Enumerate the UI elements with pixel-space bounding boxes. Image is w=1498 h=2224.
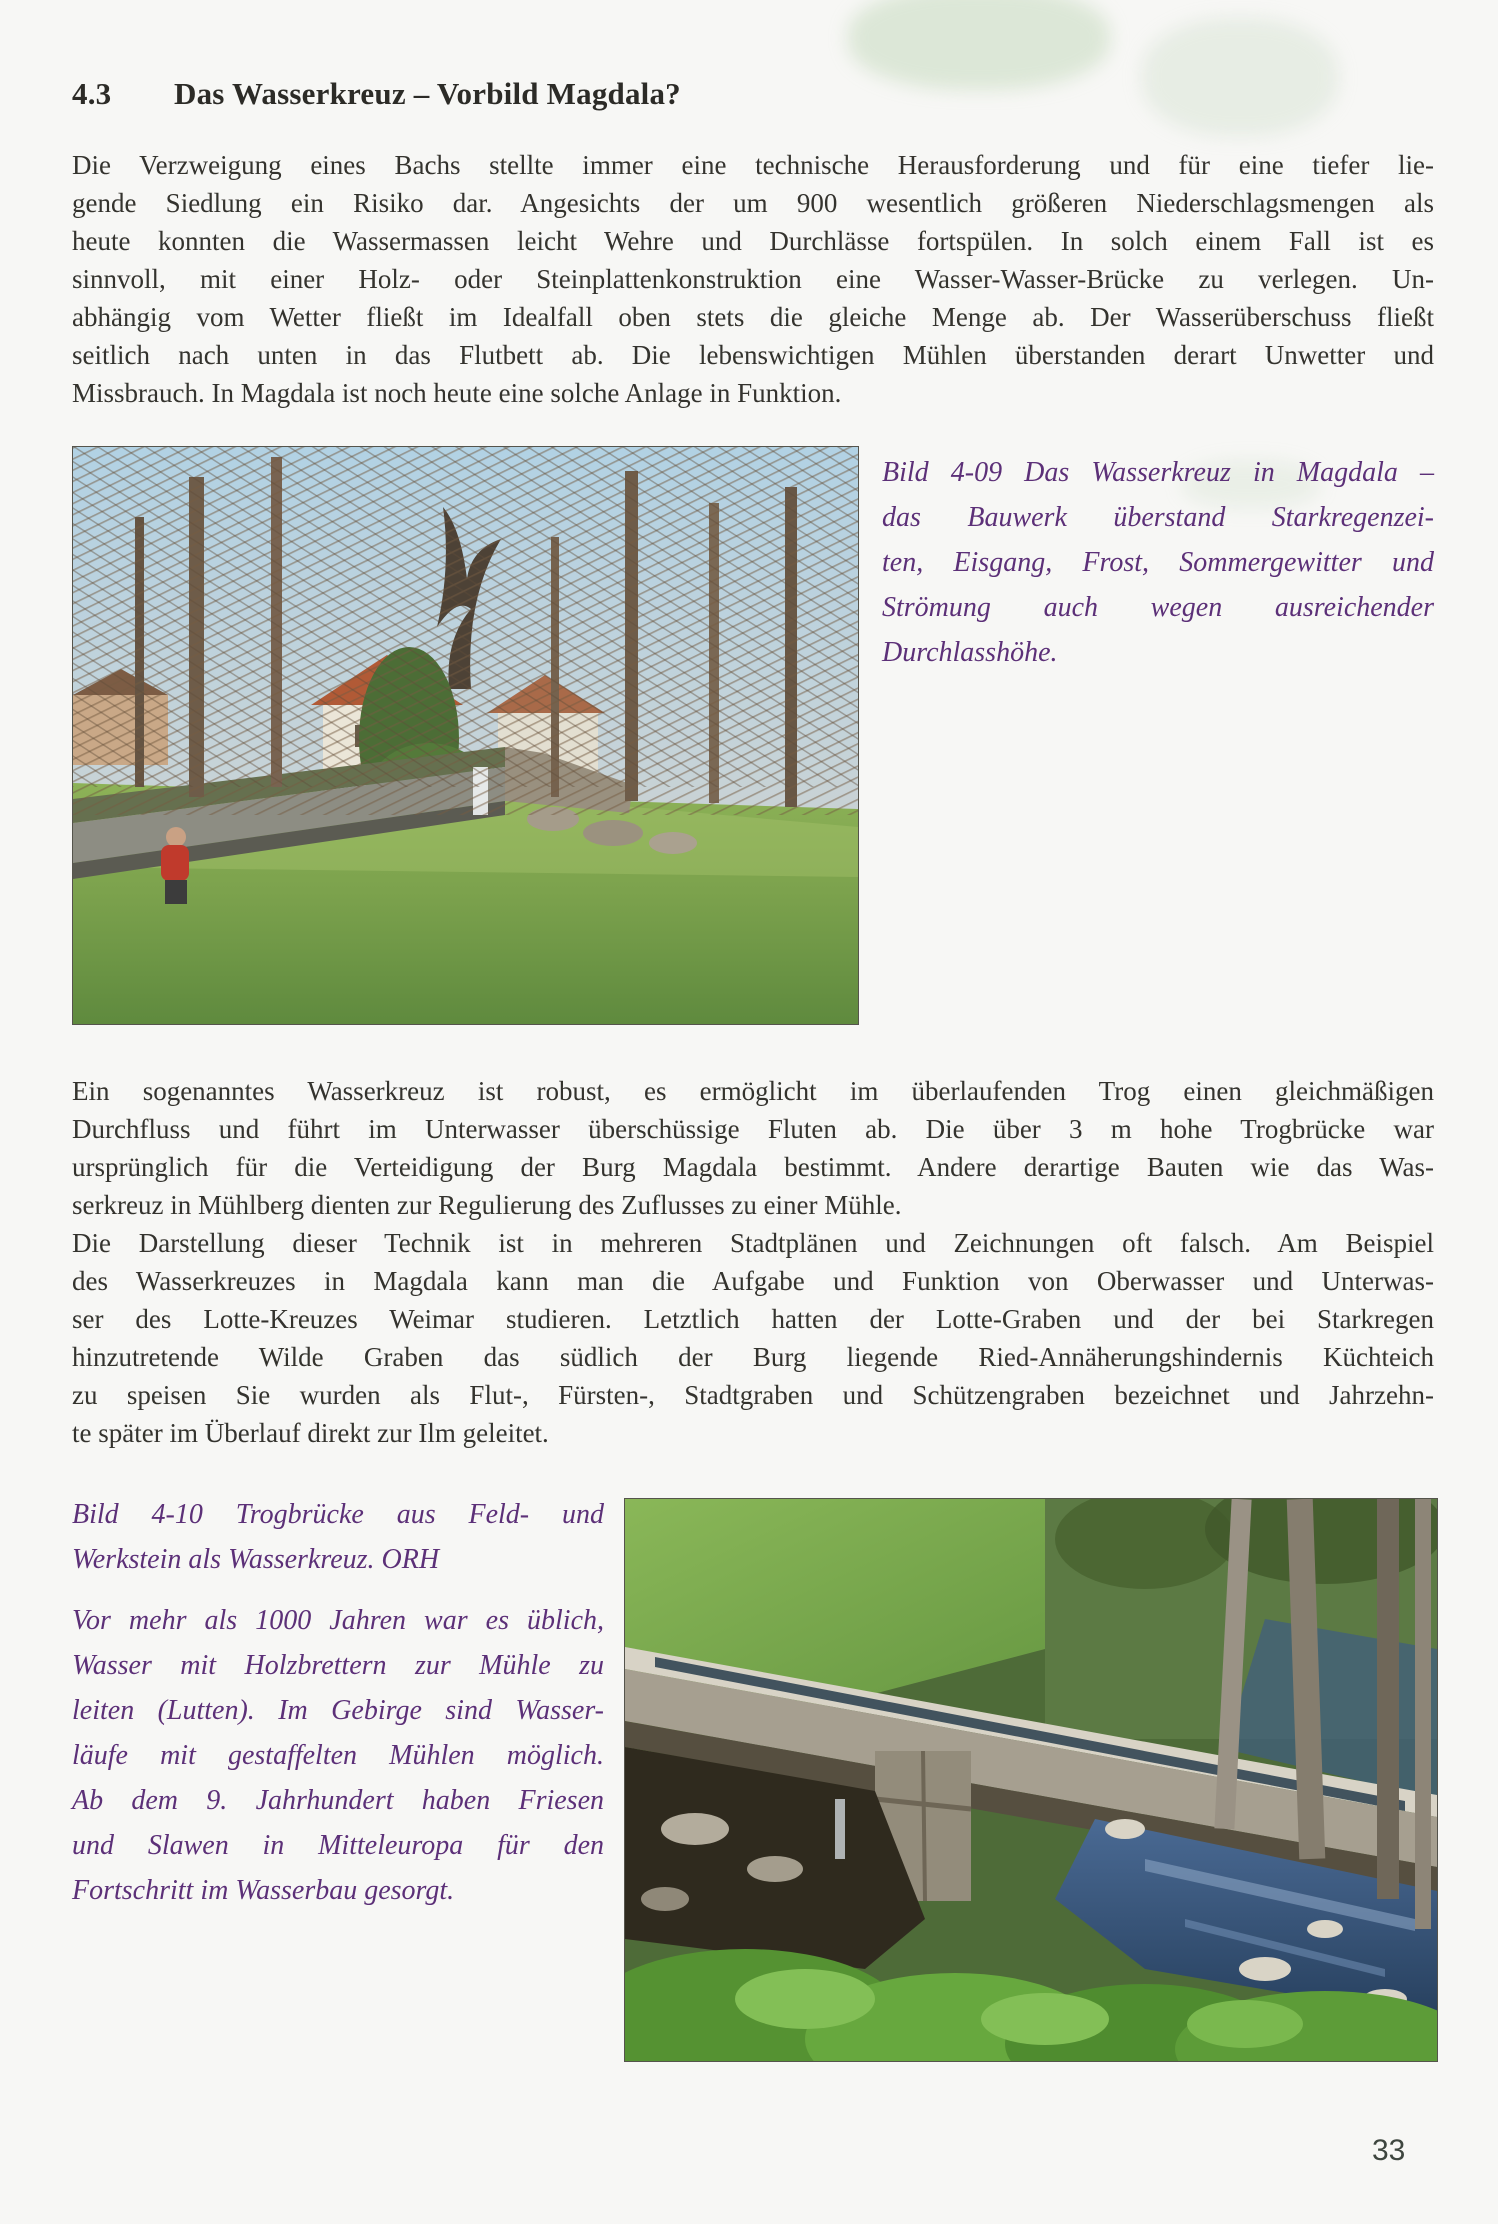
photo-bild-4-10-trogbruecke bbox=[624, 1498, 1438, 2062]
caption-bild-4-09 bbox=[882, 450, 1434, 675]
text-line: Die Verzweigung eines Bachs stellte immer eine technische Herausforderung und für eine tiefer lie- bbox=[72, 150, 1434, 180]
text-line: Ein sogenanntes Wasserkreuz ist robust, es ermöglicht im überlaufenden Trog einen gleichmäßigen bbox=[72, 1076, 1434, 1106]
text-line: zu speisen Sie wurden als Flut-, Fürsten-, Stadtgraben und Schützengraben bezeichnet und Jahrzehn- bbox=[72, 1380, 1434, 1410]
text-line: Fortschritt im Wasserbau gesorgt. bbox=[72, 1875, 455, 1906]
text-line: Strömung auch wegen ausreichender bbox=[882, 592, 1434, 623]
photo-bild-4-09-wasserkreuz-magdala bbox=[72, 446, 859, 1025]
section-title: Das Wasserkreuz – Vorbild Magdala? bbox=[174, 76, 681, 111]
text-line: und Slawen in Mitteleuropa für den bbox=[72, 1830, 604, 1861]
text-line: heute konnten die Wassermassen leicht Wehre und Durchlässe fortspülen. In solch einem Fall ist es bbox=[72, 226, 1434, 256]
caption-bild-4-10-title bbox=[72, 1492, 604, 1582]
paragraph-wasserkreuz-robust bbox=[72, 1072, 1434, 1224]
text-line: läufe mit gestaffelten Mühlen möglich. bbox=[72, 1740, 604, 1771]
text-line: sinnvoll, mit einer Holz- oder Steinplattenkonstruktion eine Wasser-Wasser-Brücke zu verlegen. Un- bbox=[72, 264, 1434, 294]
text-line: seitlich nach unten in das Flutbett ab. Die lebenswichtigen Mühlen überstanden derart Unwetter und bbox=[72, 340, 1434, 370]
text-line: hinzutretende Wilde Graben das südlich der Burg liegende Ried-Annäherungshindernis Küchteich bbox=[72, 1342, 1434, 1372]
text-line: serkreuz in Mühlberg dienten zur Regulierung des Zuflusses zu einer Mühle. bbox=[72, 1190, 902, 1220]
text-line: das Bauwerk überstand Starkregenzei- bbox=[882, 502, 1434, 533]
text-line: Missbrauch. In Magdala ist noch heute eine solche Anlage in Funktion. bbox=[72, 378, 842, 408]
section-number: 4.3 bbox=[72, 76, 112, 111]
paragraph-intro bbox=[72, 146, 1434, 412]
text-line: ser des Lotte-Kreuzes Weimar studieren. Letztlich hatten der Lotte-Graben und der bei Starkregen bbox=[72, 1304, 1434, 1334]
page-number: 33 bbox=[1372, 2134, 1406, 2167]
text-line: Durchlasshöhe. bbox=[882, 637, 1058, 668]
text-line: Die Darstellung dieser Technik ist in mehreren Stadtplänen und Zeichnungen oft falsch. Am Beispiel bbox=[72, 1228, 1434, 1258]
text-line: Wasser mit Holzbrettern zur Mühle zu bbox=[72, 1650, 604, 1681]
text-line: Durchfluss und führt im Unterwasser überschüssige Fluten ab. Die über 3 m hohe Trogbrücke war bbox=[72, 1114, 1434, 1144]
photo-illustration bbox=[625, 1499, 1437, 2061]
caption-bild-4-10-body bbox=[72, 1598, 604, 1913]
caption-bild-4-10 bbox=[72, 1492, 604, 1913]
text-line: leiten (Lutten). Im Gebirge sind Wasser- bbox=[72, 1695, 604, 1726]
photo-illustration bbox=[73, 447, 858, 1024]
text-line: te später im Überlauf direkt zur Ilm geleitet. bbox=[72, 1418, 549, 1448]
text-line: gende Siedlung ein Risiko dar. Angesichts der um 900 wesentlich größeren Niederschlagsmengen als bbox=[72, 188, 1434, 218]
text-line: Ab dem 9. Jahrhundert haben Friesen bbox=[72, 1785, 604, 1816]
text-line: Vor mehr als 1000 Jahren war es üblich, bbox=[72, 1605, 604, 1636]
section-heading bbox=[72, 76, 1434, 112]
text-line: ursprünglich für die Verteidigung der Burg Magdala bestimmt. Andere derartige Bauten wie das Was- bbox=[72, 1152, 1434, 1182]
text-line: abhängig vom Wetter fließt im Idealfall oben stets die gleiche Menge ab. Der Wasserüberschuss fließt bbox=[72, 302, 1434, 332]
text-line: Bild 4-09 Das Wasserkreuz in Magdala – bbox=[882, 457, 1434, 488]
text-line: des Wasserkreuzes in Magdala kann man die Aufgabe und Funktion von Oberwasser und Unterwas- bbox=[72, 1266, 1434, 1296]
paragraph-darstellung bbox=[72, 1224, 1434, 1452]
text-line: Bild 4-10 Trogbrücke aus Feld- und bbox=[72, 1499, 604, 1530]
text-line: Werkstein als Wasserkreuz. ORH bbox=[72, 1544, 440, 1575]
paragraph-block bbox=[72, 1072, 1434, 1452]
text-line: ten, Eisgang, Frost, Sommergewitter und bbox=[882, 547, 1434, 578]
